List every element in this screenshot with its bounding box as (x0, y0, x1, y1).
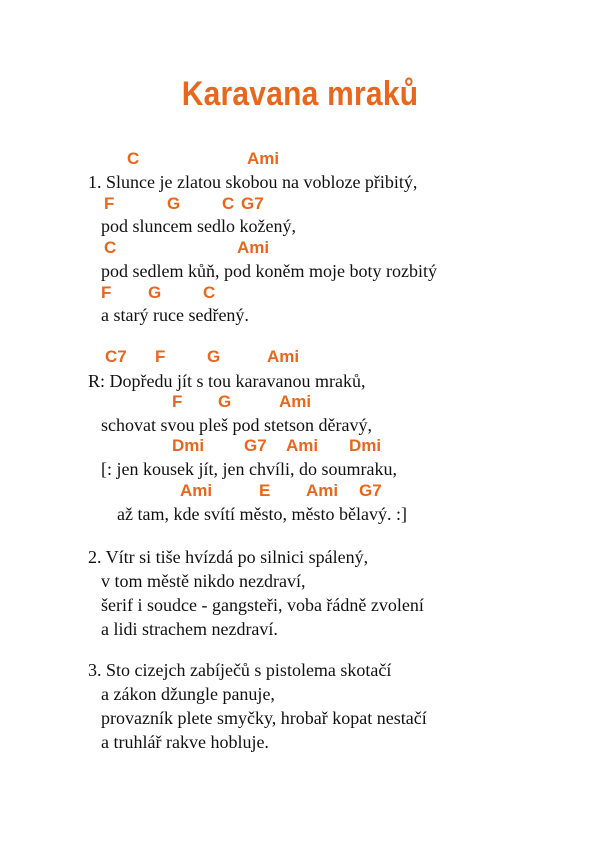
chord: G7 (244, 436, 267, 455)
lyric-line: R: Dopředu jít s tou karavanou mraků, (88, 371, 366, 391)
lyric-line: v tom městě nikdo nezdraví, (101, 571, 306, 591)
lyric-line: šerif i soudce - gangsteři, voba řádně zvolení (101, 595, 424, 615)
chord: C (104, 238, 117, 257)
lyric-line: 2. Vítr si tiše hvízdá po silnici spálený, (88, 547, 369, 567)
chord: Ami (180, 481, 213, 500)
chord: C7 (105, 347, 127, 366)
lyric-line: a starý ruce sedřený. (101, 305, 249, 325)
chord: G (167, 194, 181, 213)
chord: C (203, 283, 216, 302)
chord: Ami (267, 347, 300, 366)
chord: Ami (286, 436, 319, 455)
lyric-line: provazník plete smyčky, hrobař kopat nestačí (101, 708, 427, 728)
lyric-line: a truhlář rakve hobluje. (101, 732, 269, 752)
lyric-line: 1. Slunce je zlatou skobou na vobloze přibitý, (88, 172, 418, 192)
chord: G7 (241, 194, 264, 213)
lyric-line: [: jen kousek jít, jen chvíli, do soumraku, (101, 459, 397, 479)
chord: C (222, 194, 235, 213)
chord: F (104, 194, 115, 213)
lyric-line: schovat svou pleš pod stetson děravý, (101, 415, 372, 435)
chord: E (259, 481, 271, 500)
chord: Ami (279, 392, 312, 411)
chord: F (172, 392, 183, 411)
chord: G (218, 392, 232, 411)
chord: Ami (306, 481, 339, 500)
lyric-line: a zákon džungle panuje, (101, 684, 275, 704)
chord: G (207, 347, 221, 366)
lyric-line: až tam, kde svítí město, město bělavý. :] (117, 504, 407, 524)
lyric-line: pod sedlem kůň, pod koněm moje boty rozbitý (101, 261, 437, 281)
lyric-line: 3. Sto cizejch zabíječů s pistolema skotačí (88, 660, 392, 680)
chord: Ami (247, 149, 280, 168)
chord: G (148, 283, 162, 302)
chord: Ami (237, 238, 270, 257)
chord: G7 (359, 481, 382, 500)
chord: F (155, 347, 166, 366)
chord: F (101, 283, 112, 302)
lyric-line: a lidi strachem nezdraví. (101, 619, 278, 639)
chord: Dmi (349, 436, 382, 455)
lyric-line: pod sluncem sedlo kožený, (101, 216, 296, 236)
song-title: Karavana mraků (181, 75, 419, 113)
chord: Dmi (172, 436, 205, 455)
chord: C (127, 149, 140, 168)
